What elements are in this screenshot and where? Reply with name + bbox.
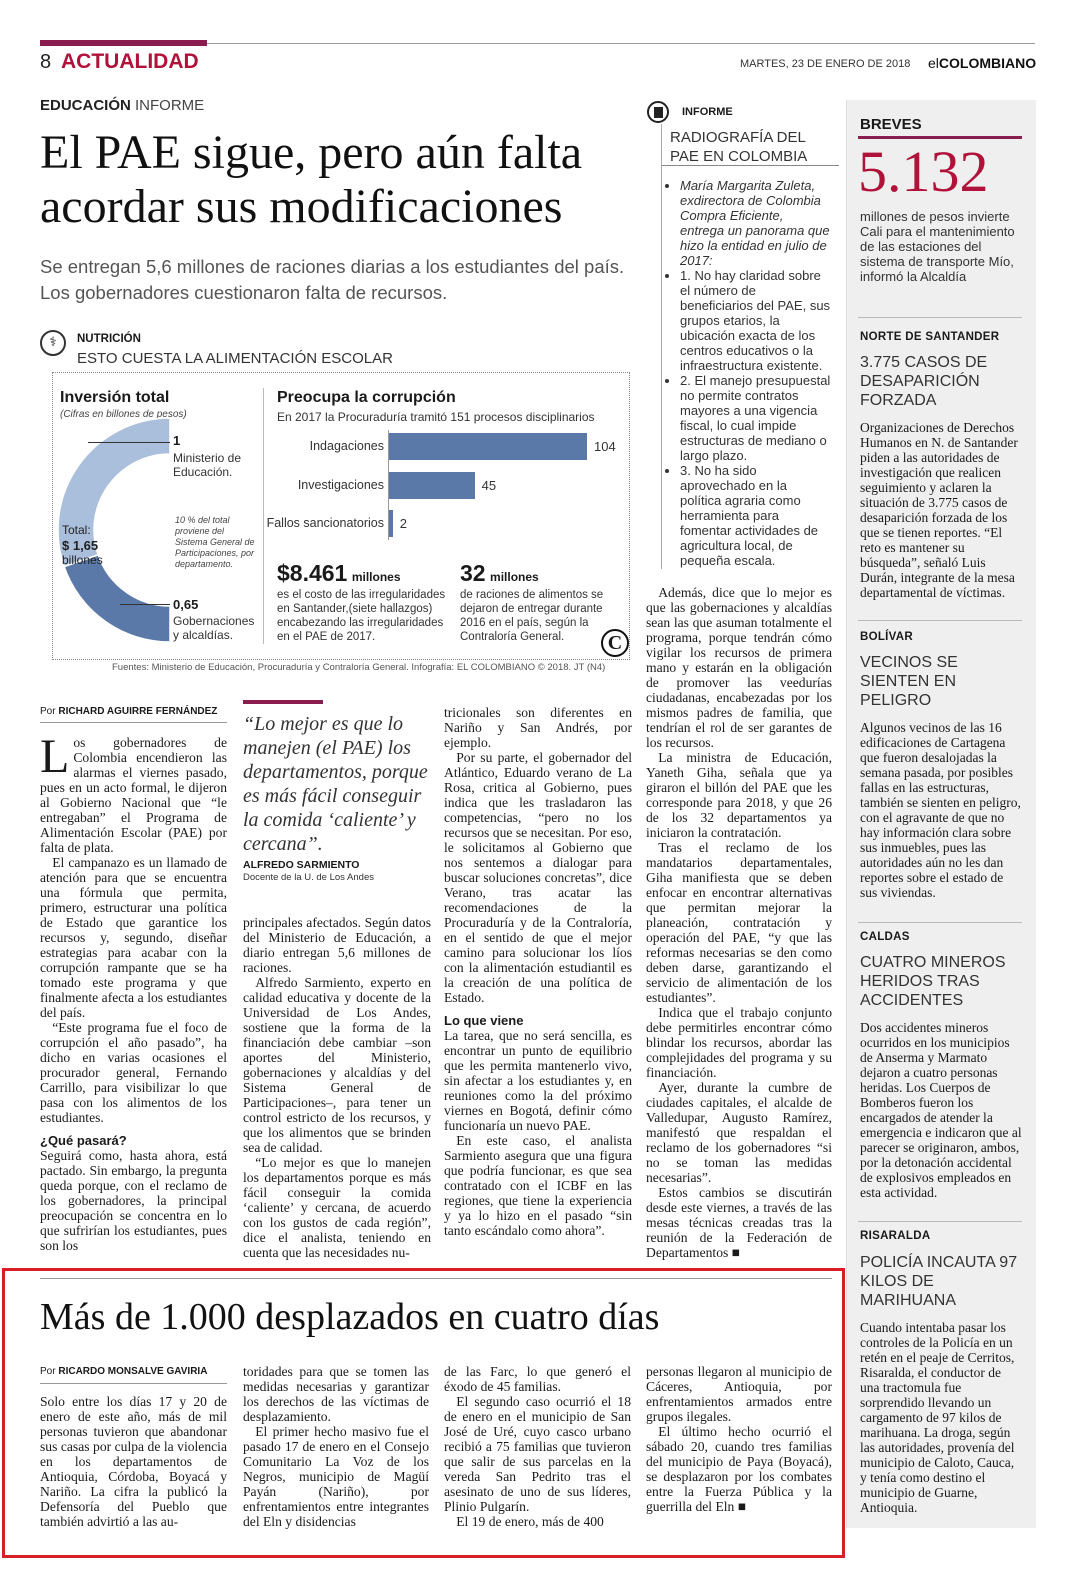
donut-total-word: Total: [62, 523, 91, 537]
stat2-value: 32 [460, 560, 486, 586]
article-column-1 [40, 730, 227, 1253]
paragraph: La ministra de Educación, Yaneth Giha, señala que ya giraron el billón del PAE que les corresponde para 2018, y que 26 de los 32 departamentos ya iniciaron la contratación. [646, 750, 832, 840]
infographic-kicker: NUTRICIÓN [77, 333, 141, 345]
brand-logo [928, 55, 1036, 71]
drop-cap: L [40, 730, 70, 783]
byline-name: RICHARD AGUIRRE FERNÁNDEZ [58, 706, 218, 717]
bar [389, 472, 475, 499]
paragraph: de las Farc, lo que generó el éxodo de 45 familias. [444, 1364, 631, 1394]
infobox-vertical-rule [661, 124, 662, 569]
stat1-text: es el costo de las irregularidades en Santander,(siete hallazgos) encabezando las irregularidades en el PAE de 2017. [277, 589, 446, 643]
investment-title: Inversión total [60, 389, 170, 406]
paragraph: Por su parte, el gobernador del Atlántico, Eduardo verano de La Rosa, critica al Gobierno, pues indica que les trasladaron las competencias, “pero no los recursos que se necesitan. Por eso, le solicitamos al Gobierno que nos sentemos a dialogar para buscar soluciones concretas”, dice Verano, tras acatar las recomendaciones de la Procuraduría y de la Contraloría, en el sentido de que el mejor camino para solucionar los líos con la alimentación estudiantil es la creación de una política de Estado. [444, 750, 632, 1005]
infographic-title: ESTO CUESTA LA ALIMENTACIÓN ESCOLAR [77, 350, 393, 367]
paragraph: Solo entre los días 17 y 20 de enero de este año, más de mil personas tuvieron que abandonar sus casas por culpa de la violencia en los departamentos de Antioquia, Córdoba, Boyacá y Nariño. La cifra la publicó la Defensoría del Pueblo que también advirtió a las au- [40, 1394, 227, 1529]
paragraph: En este caso, el analista Sarmiento asegura que una figura que podría funcionar, es que sea contratado con el ICBF en las regiones, que tiene la experiencia y ya lo hizo en el pasado “sin tanto escándalo como ahora”. [444, 1133, 632, 1238]
article-column-3 [444, 705, 632, 1238]
article2-headline: Más de 1.000 desplazados en cuatro días [40, 1296, 660, 1338]
article-kicker [40, 97, 204, 114]
infobox-item: • María Margarita Zuleta, exdirectora de Colombia Compra Eficiente, entrega un panorama que hizo la entidad en julio de 2017: [680, 178, 831, 268]
stat1-unit: millones [351, 570, 401, 584]
paragraph: principales afectados. Según datos del Ministerio de Educación, a diario entregan 5,6 millones de raciones. [243, 915, 431, 975]
breve-region: NORTE DE SANTANDER [860, 331, 1000, 343]
page-number: 8 [40, 51, 52, 73]
paragraph: “Lo mejor es que lo manejen los departamentos porque es más fácil conseguir la comida ‘caliente’ y cercana, de acuerdo con los gustos de cada región”, dice el analista, teniendo en cuenta que las necesidades nu- [243, 1155, 431, 1260]
infobox-list [668, 178, 831, 568]
quote-author: ALFREDO SARMIENTO [243, 859, 360, 871]
paragraph: El 19 de enero, más de 400 [456, 1514, 604, 1529]
paragraph: personas llegaron al municipio de Cáceres, Antioquia, por enfrentamientos armados entre grupos ilegales. [646, 1364, 832, 1424]
donut-total-value: $ 1,65 [62, 538, 99, 553]
infobox-item: • 1. No hay claridad sobre el número de beneficiarios del PAE, sus grupos etarios, la ubicación exacta de los centros educativos o la infraestructura existente. [680, 268, 831, 373]
paragraph: El segundo caso ocurrió el 18 de enero en el municipio de San José de Uré, cuyo casco urbano recibió a 75 familias que tuvieron que salir de sus parcelas en la vereda San Pedrito tras el asesinato de uno de sus líderes, Plinio Pulgarín. [444, 1394, 631, 1514]
brand-name: COLOMBIANO [938, 55, 1037, 71]
paragraph: El primer hecho masivo fue el pasado 17 de enero en el Consejo Comunitario La Voz de los Negros, municipio de Magüí Payán (Nariño), por enfrentamientos entre integrantes del Eln y disidencias [243, 1424, 429, 1529]
quote-role: Docente de la U. de Los Andes [243, 872, 374, 883]
paragraph: Ayer, durante la cumbre de ciudades capitales, el alcalde de Valledupar, Augusto Ramírez, manifestó que respaldan el reclamo de los gobernadores “si no se toman las medidas necesarias”. [646, 1080, 832, 1185]
infobox-title: RADIOGRAFÍA DEL PAE EN COLOMBIA [670, 129, 808, 165]
article-byline [40, 706, 217, 717]
breve-region: CALDAS [860, 931, 910, 943]
breve-body: Cuando intentaba pasar los controles de la Policía en un retén en el peaje de Cerritos, Risaralda, el conductor de una tractomula fue sorprendido llevando un cargamento de 97 kilos de marihuana. La droga, según las autoridades, provenía del municipio de Caloto, Cauca, y tenía como destino el municipio de Guarne, Antioquia. [860, 1320, 1015, 1515]
bar-value-label: 104 [594, 439, 616, 454]
infographic-sources: Fuentes: Ministerio de Educación, Procuraduría y Contraloría General. Infografía: EL COLOMBIANO © 2018. JT (N4) [112, 662, 606, 673]
article2-byline [40, 1366, 207, 1377]
article-column-4 [646, 585, 832, 1260]
infographic-divider [263, 388, 264, 644]
infobox-kicker: INFORME [682, 106, 733, 118]
breve-divider [858, 317, 1022, 318]
seg1-note: 10 % del total proviene del Sistema General de Participaciones, por departamento. [175, 515, 255, 569]
issue-date: MARTES, 23 DE ENERO DE 2018 [740, 58, 911, 70]
article-deck: Se entregan 5,6 millones de raciones diarias a los estudiantes del país. Los gobernadores cuestionaron falta de recursos. [40, 256, 625, 303]
pull-quote: “Lo mejor es que lo manejen (el PAE) los departamentos, porque es más fácil conseguir la comida ‘caliente’ y cercana”. [243, 713, 428, 855]
seg1-value: 1 [173, 433, 181, 448]
colombiano-c-logo: C [601, 629, 629, 657]
byline-name: RICARDO MONSALVE GAVIRIA [58, 1366, 208, 1377]
kicker-section: EDUCACIÓN [40, 97, 131, 114]
paragraph: Alfredo Sarmiento, experto en calidad educativa y docente de la Universidad de Los Andes, sostiene que la forma de la financiación debe cambiar –son aportes del Ministerio, gobernaciones y alcaldías y del Sistema General de Participaciones–, para tener un control estricto de los recursos, y que los alimentos que se brinden sea de calidad. [243, 975, 431, 1155]
seg2-value: 0,65 [173, 597, 199, 612]
breves-big-number: 5.132 [858, 139, 989, 204]
header-rule [207, 43, 1035, 44]
seg2-label: Gobernaciones y alcaldías. [173, 614, 255, 642]
article2-column-4 [646, 1364, 832, 1514]
breves-big-text: millones de pesos invierte Cali para el mantenimiento de las estaciones del sistema de transporte Mío, informó la Alcaldía [860, 209, 1015, 284]
bar-category-label: Fallos sancionatorios [266, 516, 384, 530]
corruption-title: Preocupa la corrupción [277, 389, 456, 406]
breve-title: VECINOS SE SIENTEN EN PELIGRO [860, 654, 958, 709]
paragraph: Tras el reclamo de los mandatarios departamentales, Giha manifiesta que se deben enfocar en encontrar alternativas que permitan mejorar la planeación, contratación y operación del PAE, “y que las reformas necesarias se den como deben darse, garantizando el servicio de alimentación de los estudiantes”. [646, 840, 832, 1005]
breve-region: BOLÍVAR [860, 631, 913, 643]
subhead: Lo que viene [444, 1013, 524, 1028]
breve-divider [858, 1221, 1022, 1222]
breve-body: Organizaciones de Derechos Humanos en N. de Santander piden a las autoridades de investigación que realicen seguimiento y aclaren la situación de 3.775 casos de desaparición forzada de los que se tienen reportes. “El reto es mantener su búsqueda”, señaló Luis Durán, integrante de la mesa departamental de víctimas. [860, 420, 1018, 600]
subhead: ¿Qué pasará? [40, 1133, 127, 1148]
stat1-value: $8.461 [277, 560, 348, 586]
byline-rule [40, 1383, 227, 1384]
paragraph: tricionales son diferentes en Nariño y San Andrés, por ejemplo. [444, 705, 632, 750]
breve-body: Dos accidentes mineros ocurridos en los municipios de Anserma y Marmato dejaron a cuatro personas heridas. Los Cuerpos de Bomberos fueron los encargados de atender la emergencia e indicaron que al parecer se originaron, ambos, por la detonación accidental de explosivos empleados en esta actividad. [860, 1020, 1022, 1200]
paragraph: toridades para que se tomen las medidas necesarias y garantizar los derechos de las víctimas de desplazamiento. [243, 1364, 429, 1424]
bar-category-label: Indagaciones [309, 439, 384, 453]
breve-body: Algunos vecinos de las 16 edificaciones de Cartagena que fueron desalojadas la semana pasada, por posibles fallas en las estructuras, también se sienten en peligro, con el agravante de que no hay información clara sobre sus inmuebles, pues las autoridades aún no les dan reportes sobre el estado de sus viviendas. [860, 720, 1021, 900]
article2-column-3 [444, 1364, 631, 1529]
paragraph: Además, dice que lo mejor es que las gobernaciones y alcaldías sean las que asuman totalmente el programa, porque tendrán cómo vigilar los recursos de primera mano y estarán en la obligación de promover las veedurías ciudadanas, encabezadas por los mismos padres de familia, que tendrían el rol de ser garantes de los recursos. [646, 585, 832, 750]
article2-top-rule [40, 1278, 832, 1279]
article2-column-2 [243, 1364, 429, 1529]
paragraph: Seguirá como, hasta ahora, está pactado. Sin embargo, la pregunta queda porque, con el reclamo de los gobernadores, la principal preocupación se concentra en lo que sufrirían los estudiantes, pues son los [40, 1148, 227, 1253]
corruption-subtitle: En 2017 la Procuraduría tramitó 151 procesos disciplinarios [277, 410, 595, 424]
infobox-item: • 2. El manejo presupuestal no permite contratos mayores a una vigencia fiscal, lo cual impide estructuras de mediano o largo plazo. [680, 373, 831, 463]
document-icon [647, 101, 669, 123]
paragraph: Indica que el trabajo conjunto debe permitirles encontrar cómo blindar los recursos, abordar las complejidades del programa y su financiación. [646, 1005, 832, 1080]
breve-title: 3.775 CASOS DE DESAPARICIÓN FORZADA [860, 354, 988, 409]
stat2 [460, 560, 539, 587]
seg2-leader [120, 604, 170, 605]
investment-donut-chart [40, 410, 180, 650]
byline-prefix: Por [40, 1366, 56, 1377]
quote-accent-bar [243, 700, 323, 704]
bar [389, 433, 587, 460]
breve-region: RISARALDA [860, 1230, 931, 1242]
paragraph: os gobernadores de Colombia encendieron las alarmas el viernes pasado, pues en un acto formal, le dijeron al Gobierno Nacional que “le entregaban” el Programa de Alimentación Escolar (PAE) por falta de plata. [40, 735, 227, 855]
header-accent-bar [40, 40, 207, 46]
brand-el: el [928, 55, 939, 71]
stat1 [277, 560, 401, 587]
kicker-type: INFORME [135, 97, 205, 114]
bar [389, 510, 393, 537]
breve-title: CUATRO MINEROS HERIDOS TRAS ACCIDENTES [860, 954, 1006, 1009]
seg1-leader [88, 442, 170, 443]
bar-category-label: Investigaciones [297, 478, 384, 492]
breve-divider [858, 922, 1022, 923]
breves-label: BREVES [860, 116, 922, 133]
seg1-label: Ministerio de Educación. [173, 451, 242, 479]
paragraph: El último hecho ocurrió el sábado 20, cuando tres familias del municipio de Paya (Boyacá), se desplazaron por los combates entre la Fuerza Pública y la guerrilla del Eln ■ [646, 1424, 832, 1514]
section-title: ACTUALIDAD [61, 50, 199, 73]
donut-center-label [62, 523, 103, 568]
paragraph: La tarea, que no será sencilla, es encontrar un punto de equilibrio que les permita mantenerlo vivo, sin afectar a los estudiantes y, en reuniones como la del próximo viernes en Bogotá, definir cómo funcionaría un nuevo PAE. [444, 1028, 632, 1133]
bar-value-label: 2 [399, 516, 408, 531]
nutrition-icon: ⚕ [40, 330, 66, 356]
stat2-text: de raciones de alimentos se dejaron de entregar durante 2016 en el país, según la Contraloría General. [460, 589, 604, 643]
paragraph: El campanazo es un llamado de atención para que se encuentra una fórmula que permita, primero, estructurar una política de Estado que garantice los recursos y, segundo, diseñar estrategias para acabar con la corrupción rampante que se ha tomado este programa y que finalmente afecta a los estudiantes del país. [40, 855, 227, 1020]
infobox-item: • 3. No ha sido aprovechado en la política agraria como herramienta para fomentar actividades de agricultura local, de pequeña escala. [680, 463, 831, 568]
paragraph: Estos cambios se discutirán desde este viernes, a través de las mesas técnicas creadas tras la reunión de la Federación de Departamentos ■ [646, 1185, 832, 1260]
article-column-2 [243, 915, 431, 1260]
infobox-title-rule [661, 165, 839, 166]
investment-subtitle: (Cifras en billones de pesos) [60, 409, 187, 420]
byline-prefix: Por [40, 706, 56, 717]
paragraph: “Este programa fue el foco de corrupción el año pasado”, ha dicho en varias ocasiones el procurador general, Fernando Carrillo, para visibilizar lo que pasa con los alimentos de los estudiantes. [40, 1020, 227, 1125]
bar-value-label: 45 [481, 478, 497, 493]
article2-column-1 [40, 1394, 227, 1529]
byline-rule [40, 722, 227, 723]
breve-divider [858, 620, 1022, 621]
article-headline: El PAE sigue, pero aún falta acordar sus modificaciones [40, 126, 583, 233]
breve-title: POLICÍA INCAUTA 97 KILOS DE MARIHUANA [860, 1254, 1018, 1309]
donut-total-unit: billones [62, 553, 103, 567]
stat2-unit: millones [490, 570, 539, 584]
